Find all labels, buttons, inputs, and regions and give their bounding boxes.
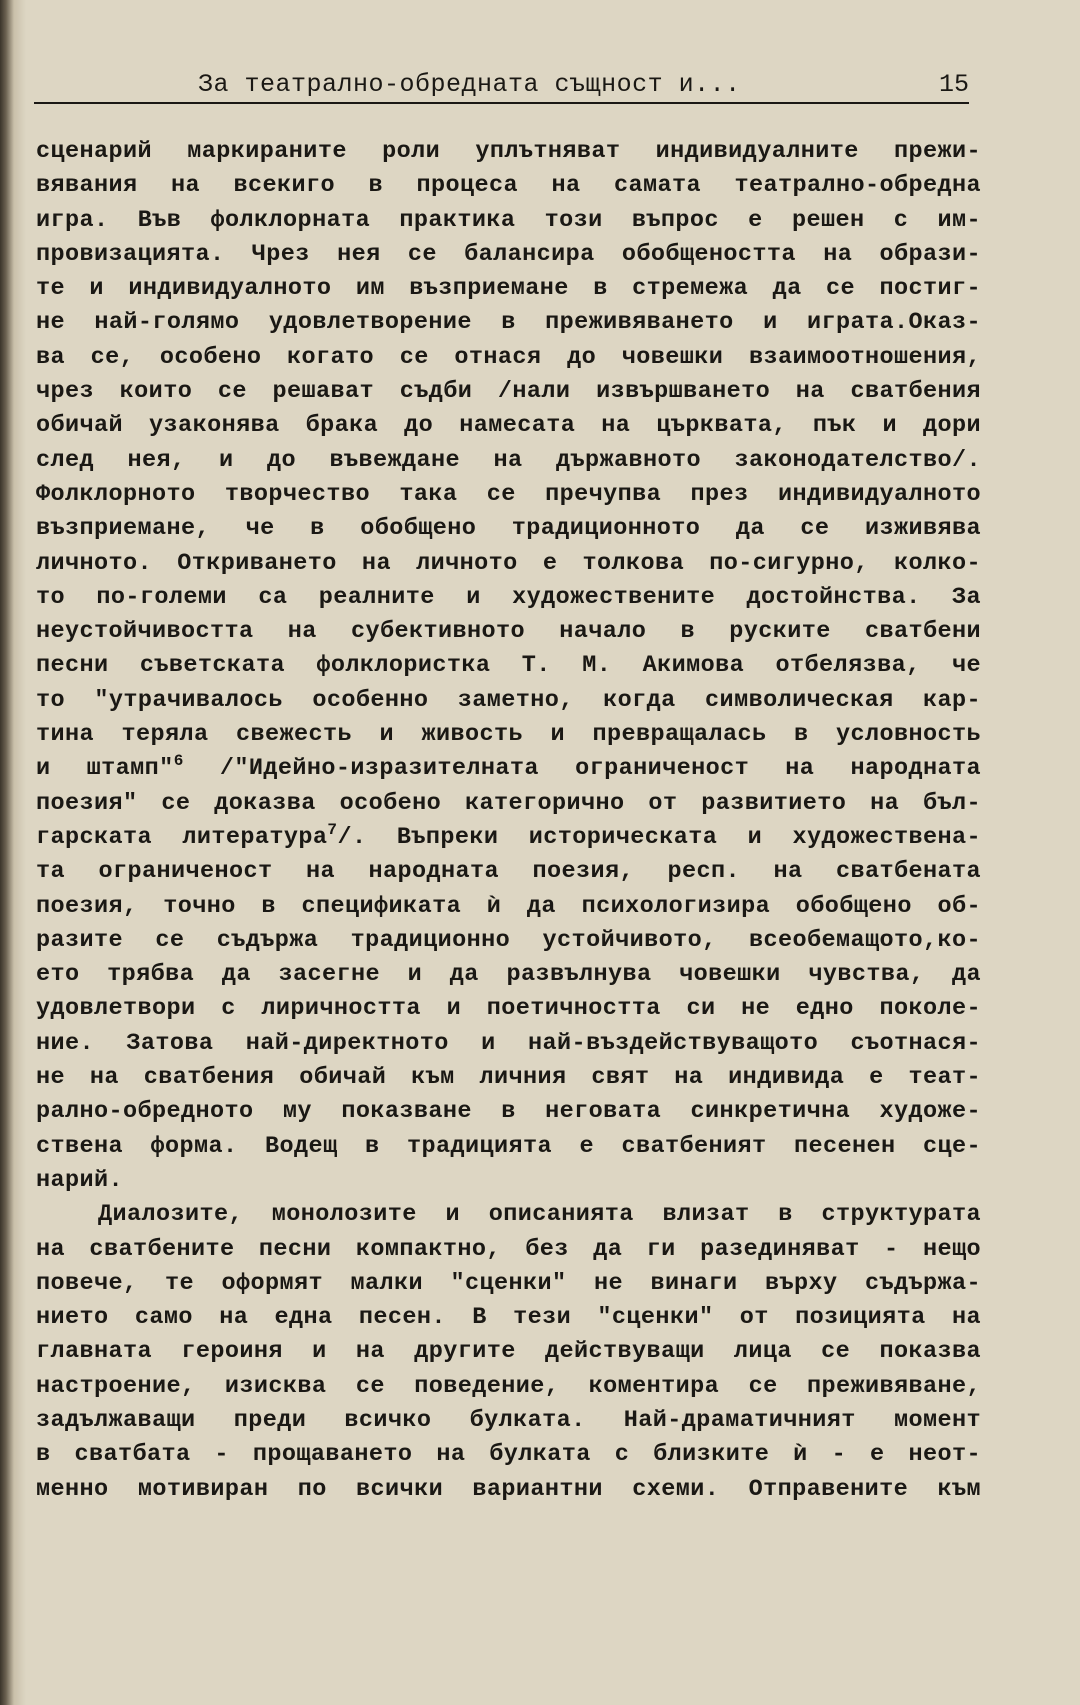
paragraph-1 bbox=[36, 135, 981, 1198]
page-header bbox=[34, 70, 969, 104]
text-fragment: и штамп" bbox=[36, 755, 174, 783]
text-line: то по-големи са реалните и художествените достойнства. За bbox=[36, 583, 981, 611]
text-line: нието само на една песен. В тези "сценки" от позицията на bbox=[36, 1304, 981, 1332]
text-line: ва се, особено когато се отнася до човешки взаимоотношения, bbox=[36, 343, 981, 371]
text-line-with-footnote-7 bbox=[36, 821, 981, 855]
text-line: разите се съдържа традиционно устойчивото, всеобемащото,ко- bbox=[36, 926, 981, 954]
text-line: песни съветската фолклористка Т. М. Акимова отбелязва, че bbox=[36, 652, 981, 680]
running-title: За театрално-обредната същност и... bbox=[198, 70, 741, 99]
header-rule bbox=[34, 102, 969, 104]
text-line: игра. Във фолклорната практика този въпрос е решен с им- bbox=[36, 206, 981, 234]
text-line: поезия, точно в спецификата ѝ да психологизира обобщено об- bbox=[36, 892, 981, 920]
text-line: на сватбените песни компактно, без да ги разединяват - нещо bbox=[36, 1235, 981, 1263]
text-line: нарий. bbox=[36, 1166, 124, 1194]
text-line: в сватбата - прощаването на булката с близките ѝ - е неот- bbox=[36, 1441, 981, 1469]
text-line: то "утрачивалось особенно заметно, когда символическая кар- bbox=[36, 686, 981, 714]
text-line: ето трябва да засегне и да развълнува човешки чувства, да bbox=[36, 961, 981, 989]
text-line: обичай узаконява брака до намесата на църквата, пък и дори bbox=[36, 412, 981, 440]
text-line: не най-голямо удовлетворение в преживяването и играта.Оказ- bbox=[36, 309, 981, 337]
text-line: чрез които се решават съдби /нали извършването на сватбения bbox=[36, 378, 981, 406]
text-line: те и индивидуалното им възприемане в стремежа да се постиг- bbox=[36, 275, 981, 303]
text-line: рално-обредното му показване в неговата синкретична художе- bbox=[36, 1098, 981, 1126]
text-line: възприемане, че в обобщено традиционното да се изживява bbox=[36, 515, 981, 543]
text-fragment: гарската литература bbox=[36, 823, 328, 851]
text-line: тина теряла свежесть и живость и превращалась в условность bbox=[36, 721, 981, 749]
text-fragment: /"Идейно-изразителната ограниченост на народната bbox=[183, 755, 981, 783]
text-line: настроение, изисква се поведение, коментира се преживяване, bbox=[36, 1372, 981, 1400]
text-line: сценарий маркираните роли уплътняват индивидуалните прежи- bbox=[36, 138, 981, 165]
text-line: вявания на всекиго в процеса на самата театрално-обредна bbox=[36, 172, 981, 200]
text-line: Фолклорното творчество така се пречупва през индивидуалното bbox=[36, 480, 981, 508]
text-line: удовлетвори с лиричността и поетичността си не едно поколе- bbox=[36, 995, 981, 1023]
text-line: неустойчивостта на субективното начало в руските сватбени bbox=[36, 618, 981, 646]
paragraph-2 bbox=[36, 1198, 981, 1507]
footnote-ref-6: 6 bbox=[173, 752, 184, 771]
text-line: ние. Затова най-директното и най-въздействуващото съотнася- bbox=[36, 1029, 981, 1057]
text-line-with-footnote-6 bbox=[36, 752, 981, 786]
text-line: Диалозите, монолозите и описанията влизат в структурата bbox=[98, 1201, 981, 1229]
text-line: ствена форма. Водещ в традицията е сватбеният песенен сце- bbox=[36, 1132, 981, 1160]
text-line: повече, те оформят малки "сценки" не винаги върху съдържа- bbox=[36, 1269, 981, 1297]
text-line: главната героиня и на другите действуващи лица се показва bbox=[36, 1338, 981, 1366]
text-line: след нея, и до въвеждане на държавното законодателство/. bbox=[36, 446, 981, 474]
text-line: задължаващи преди всичко булката. Най-драматичният момент bbox=[36, 1406, 981, 1434]
text-line: та ограниченост на народната поезия, респ. на сватбената bbox=[36, 858, 981, 886]
text-line: менно мотивиран по всички вариантни схеми. Отправените към bbox=[36, 1475, 981, 1503]
footnote-ref-7: 7 bbox=[327, 820, 338, 839]
body-text bbox=[36, 135, 981, 1507]
text-line: провизацията. Чрез нея се балансира обобщеността на образи- bbox=[36, 240, 981, 268]
text-fragment: /. Въпреки историческата и художествена- bbox=[337, 823, 982, 851]
text-line: личното. Откриването на личното е толкова по-сигурно, колко- bbox=[36, 549, 981, 577]
text-line: не на сватбения обичай към личния свят на индивида е теат- bbox=[36, 1064, 981, 1092]
text-line: поезия" се доказва особено категорично от развитието на бъл- bbox=[36, 789, 981, 817]
page-number: 15 bbox=[938, 70, 969, 99]
